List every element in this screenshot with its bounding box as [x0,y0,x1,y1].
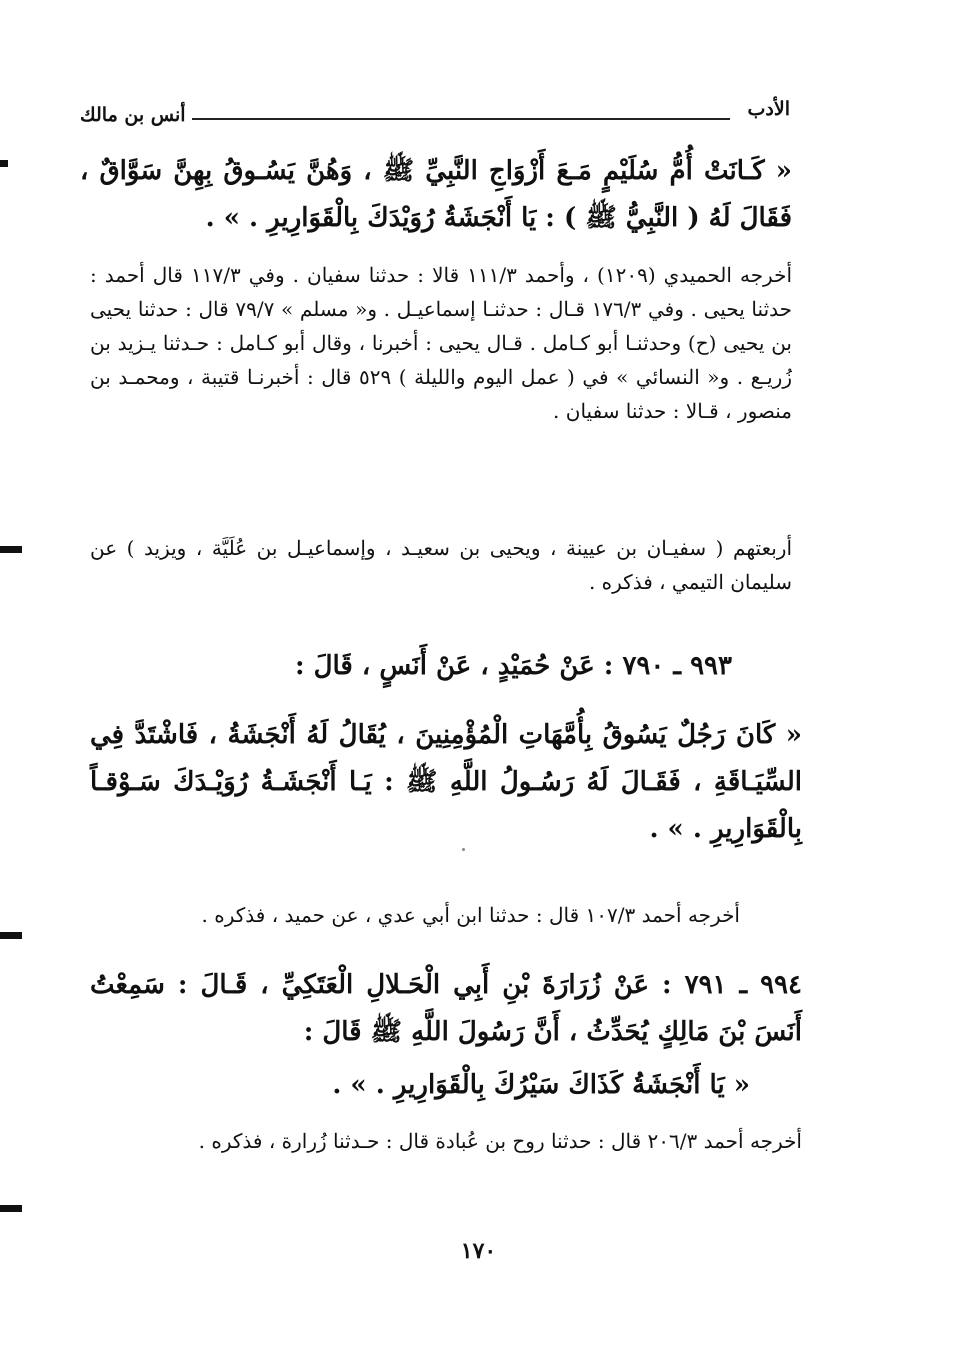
margin-mark [0,1205,22,1212]
page-number: ١٧٠ [460,1238,497,1264]
hadith-quote: « يَا أَنْجَشَةُ كَذَاكَ سَيْرُكَ بِالْقَوَارِيرِ . » . [332,1070,750,1100]
running-header [80,98,790,132]
header-rule [192,118,730,120]
hadith-text: « كَانَ رَجُلٌ يَسُوقُ بِأُمَّهَاتِ الْمُؤْمِنِينَ ، يُقَالُ لَهُ أَنْجَشَةُ ، فَاشْتَدَّ فِي السِّيَـاقَةِ ، فَقَـالَ لَهُ رَسُـولُ اللَّهِ ﷺ : يَـا أَنْجَشَـةُ رُوَيْـدَكَ سَـوْقـاً بِالْقَوَارِيرِ . » . [90,720,802,844]
takhrij-paragraph: أخرجه الحميدي (١٢٠٩) ، وأحمد ١١١/٣ قالا : حدثنا سفيان . وفي ١١٧/٣ قال أحمد : حدثنا يحيى . وفي ١٧٦/٣ قـال : حدثنـا إسماعيـل . و« مسلم » ٧٩/٧ قال : حدثنا يحيى بن يحيى (ح) وحدثنـا أبو كـامل . قـال يحيى : أخبرنا ، وقال أبو كـامل : حـدثنا يـزيد بن زُريـع . و« النسائي » في ( عمل اليوم والليلة ) ٥٢٩ قال : أخبرنـا قتيبة ، ومحمـد بن منصور ، قـالا : حدثنا سفيان . [90,263,793,423]
margin-mark [0,546,22,553]
takhrij-paragraph: أخرجه أحمد ١٠٧/٣ قال : حدثنا ابن أبي عدي ، عن حميد ، فذكره . [201,903,740,927]
takhrij-paragraph: أربعتهم ( سفيـان بن عيينة ، ويحيى بن سعيـد ، وإسماعيـل بن عُلَيَّة ، ويزيد ) عن سليمان التيمي ، فذكره . [90,536,792,594]
hadith-text: « كَـانَتْ أُمُّ سُلَيْمٍ مَـعَ أَزْوَاجِ النَّبِيِّ ﷺ ، وَهُنَّ يَسُـوقُ بِهِنَّ سَوَّاقٌ ، فَقَالَ لَهُ ( النَّبِيُّ ﷺ ) : يَا أَنْجَشَةُ رُوَيْدَكَ بِالْقَوَارِيرِ . » . [80,156,792,233]
takhrij-paragraph: أخرجه أحمد ٢٠٦/٣ قال : حدثنا روح بن عُبادة قال : حـدثنا زُرارة ، فذكره . [198,1129,802,1153]
scan-speck [462,848,465,851]
margin-mark [0,932,22,939]
chapter-title: الأدب [747,98,790,120]
hadith-heading: ٩٩٣ ـ ٧٩٠ : عَنْ حُمَيْدٍ ، عَنْ أَنَسٍ ، قَالَ : [294,651,732,681]
narrator-title: أنس بن مالك [80,104,186,126]
hadith-text: ٩٩٤ ـ ٧٩١ : عَنْ زُرَارَةَ بْنِ أَبِي الْحَـلالِ الْعَتَكِيِّ ، قَـالَ : سَمِعْتُ أَنَسَ بْنَ مَالِكٍ يُحَدِّثُ ، أَنَّ رَسُولَ اللَّهِ ﷺ قَالَ : [90,970,802,1047]
margin-mark [0,160,8,167]
